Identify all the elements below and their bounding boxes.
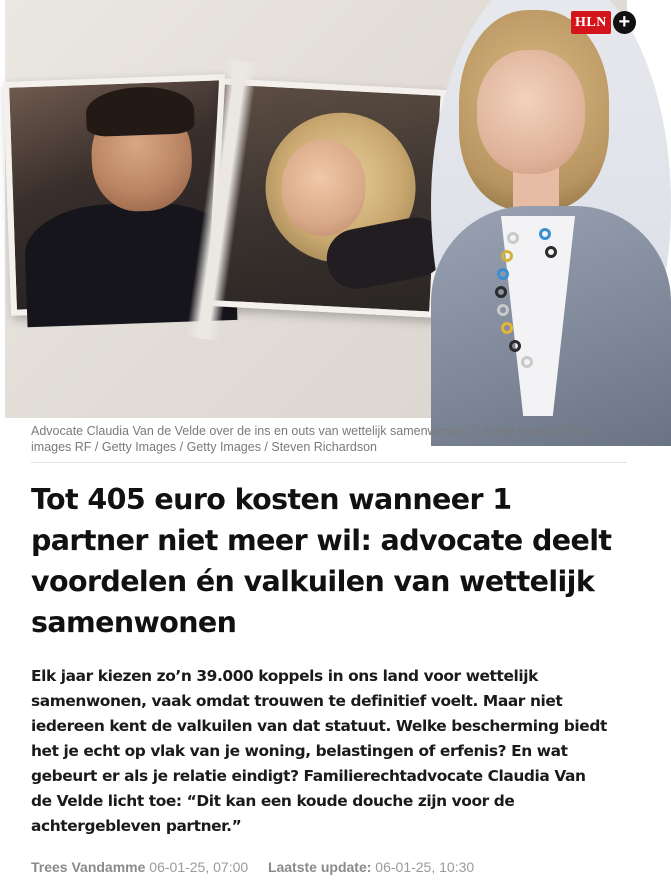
- lawyer-portrait: [431, 0, 671, 440]
- hln-plus-badge: [571, 10, 636, 35]
- necklace-bead: [497, 268, 509, 280]
- article-headline: Tot 405 euro kosten wanneer 1 partner niet meer wil: advocate deelt voordelen én valkuilen van wettelijk samenwonen: [31, 483, 612, 639]
- photo-figure-hair: [85, 85, 195, 137]
- image-caption: Advocate Claudia Van de Velde over de ins en outs van wettelijk samenwonen. © Getty Images/Tetra images RF / Getty Images / Getty Images / Steven Richardson: [31, 424, 590, 454]
- necklace-bead: [521, 356, 533, 368]
- article-meta: [31, 857, 611, 877]
- necklace-bead: [539, 228, 551, 240]
- author-name[interactable]: Trees Vandamme: [31, 859, 146, 875]
- necklace-bead: [501, 250, 513, 262]
- plus-icon: +: [613, 11, 636, 34]
- necklace-bead: [507, 232, 519, 244]
- necklace-bead: [545, 246, 557, 258]
- published-date: 06-01-25, 07:00: [149, 859, 249, 875]
- portrait-face: [477, 50, 585, 174]
- hln-logo: HLN: [571, 11, 611, 34]
- updated-date: 06-01-25, 10:30: [375, 859, 475, 875]
- caption-divider: [31, 462, 627, 463]
- necklace-bead: [495, 286, 507, 298]
- hero-image[interactable]: [5, 0, 631, 418]
- necklace-bead: [501, 322, 513, 334]
- necklace-bead: [509, 340, 521, 352]
- necklace-bead: [497, 304, 509, 316]
- article-lead: Elk jaar kiezen zo’n 39.000 koppels in ons land voor wettelijk samenwonen, vaak omdat trouwen te definitief voelt. Maar niet iedereen kent de valkuilen van dat statuut. Welke bescherming biedt het je echt op vlak van je woning, belastingen of erfenis? En wat gebeurt er als je relatie eindigt? Familierechtadvocate Claudia Van de Velde licht toe: “Dit kan een koude douche zijn voor de achtergebleven partner.”: [31, 667, 607, 835]
- updated-label: Laatste update:: [267, 859, 372, 875]
